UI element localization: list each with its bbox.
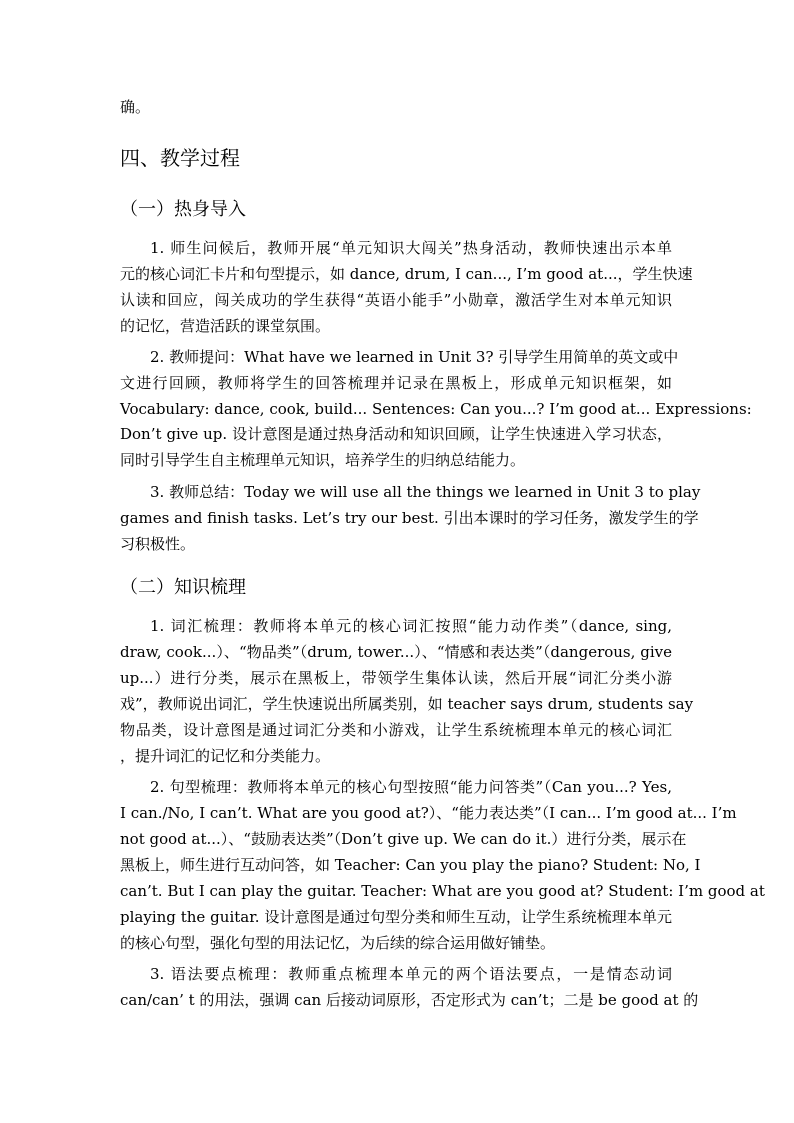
paragraph-line: 的记忆，营造活跃的课堂氛围。 (120, 317, 331, 335)
paragraph-line: 物品类，设计意图是通过词汇分类和小游戏，让学生系统梳理本单元的核心词汇 (120, 721, 672, 739)
paragraph-line: 的核心句型，强化句型的用法记忆，为后续的综合运用做好铺垫。 (120, 934, 556, 952)
paragraph-line: 同时引导学生自主梳理单元知识，培养学生的归纳总结能力。 (120, 451, 526, 469)
paragraph-line: 3. 教师总结：Today we will use all the things we learned in Unit 3 to play (150, 483, 701, 501)
paragraph-line: 元的核心词汇卡片和句型提示，如 dance, drum, I can..., I’m good at...，学生快速 (120, 265, 693, 283)
paragraph-line: playing the guitar. 设计意图是通过句型分类和师生互动，让学生系统梳理本单元 (120, 908, 672, 926)
top-fragment: 确。 (120, 98, 151, 116)
paragraph-line: 2. 教师提问：What have we learned in Unit 3? 引导学生用简单的英文或中 (150, 348, 679, 366)
subsection-title-knowledge-review: （二）知识梳理 (120, 577, 246, 598)
paragraph-line: 认读和回应，闯关成功的学生获得“英语小能手”小勋章，激活学生对本单元知识 (120, 291, 672, 309)
paragraph-line: can’t. But I can play the guitar. Teacher: What are you good at? Student: I’m good at (120, 882, 765, 900)
paragraph-line: 文进行回顾，教师将学生的回答梳理并记录在黑板上，形成单元知识框架，如 (120, 374, 672, 392)
paragraph-line: 黑板上，师生进行互动问答，如 Teacher: Can you play the piano? Student: No, I (120, 856, 701, 874)
paragraph-line: 习积极性。 (120, 535, 196, 553)
paragraph-line: can/can’ t 的用法，强调 can 后接动词原形，否定形式为 can’t；二是 be good at 的 (120, 991, 699, 1009)
paragraph-line: 1. 词汇梳理：教师将本单元的核心词汇按照“能力动作类”（dance, sing, (150, 617, 672, 635)
paragraph-line: draw, cook...）、“物品类”（drum, tower...）、“情感和表达类”（dangerous, give (120, 643, 672, 661)
subsection-title-warmup: （一）热身导入 (120, 199, 246, 220)
paragraph-line: up...）进行分类，展示在黑板上，带领学生集体认读，然后开展“词汇分类小游 (120, 669, 672, 687)
paragraph-line: not good at...）、“鼓励表达类”（Don’t give up. We can do it.）进行分类，展示在 (120, 830, 687, 848)
paragraph-line: 戏”，教师说出词汇，学生快速说出所属类别，如 teacher says drum, students say (120, 695, 694, 713)
paragraph-line: Vocabulary: dance, cook, build... Sentences: Can you...? I’m good at... Expressions: (120, 400, 752, 418)
paragraph-line: Don’t give up. 设计意图是通过热身活动和知识回顾，让学生快速进入学习状态， (120, 425, 672, 443)
paragraph-line: games and finish tasks. Let’s try our best. 引出本课时的学习任务，激发学生的学 (120, 509, 699, 527)
paragraph-line: 1. 师生问候后，教师开展“单元知识大闯关”热身活动，教师快速出示本单 (150, 239, 672, 257)
paragraph-line: ，提升词汇的记忆和分类能力。 (120, 747, 331, 765)
paragraph-line: 3. 语法要点梳理：教师重点梳理本单元的两个语法要点，一是情态动词 (150, 965, 672, 983)
section-title-teaching-process: 四、教学过程 (120, 146, 240, 170)
paragraph-line: 2. 句型梳理：教师将本单元的核心句型按照“能力问答类”（Can you...? Yes, (150, 778, 672, 796)
paragraph-line: I can./No, I can’t. What are you good at?）、“能力表达类”（I can... I’m good at... I’m (120, 804, 737, 822)
